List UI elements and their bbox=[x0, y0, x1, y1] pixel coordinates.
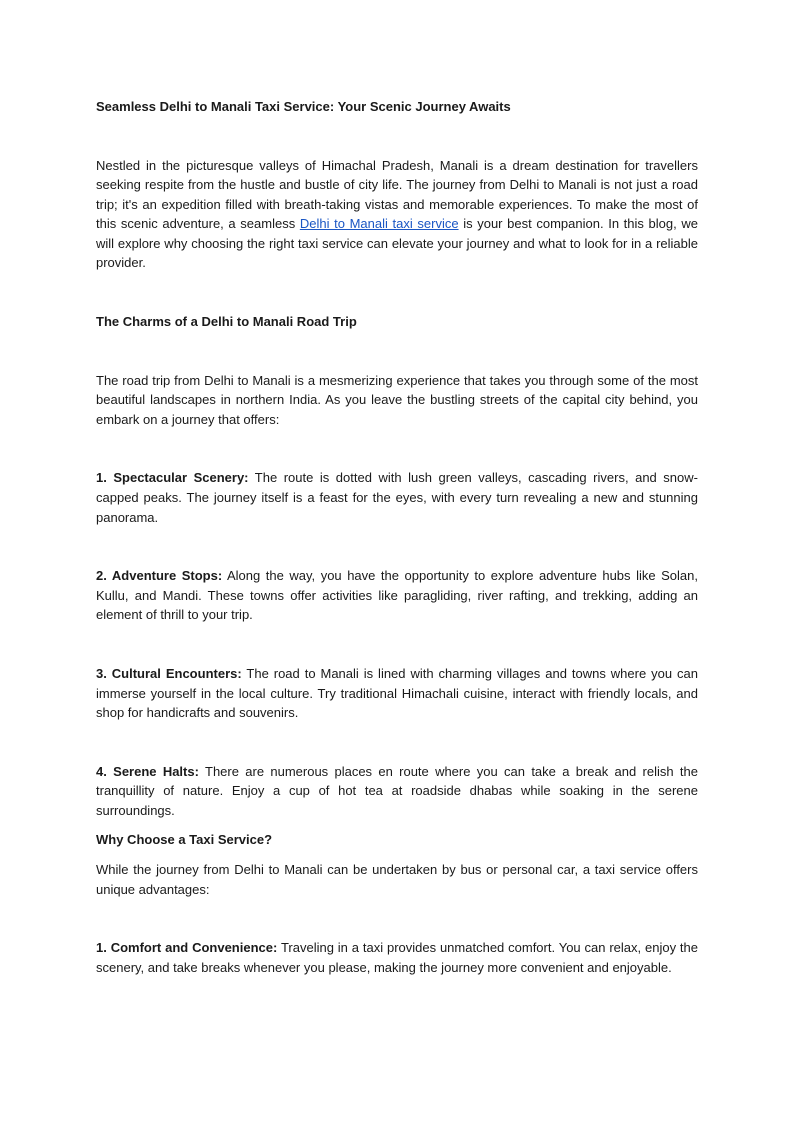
list-item-comfort bbox=[96, 938, 698, 977]
list-item-scenery bbox=[96, 468, 698, 527]
section-charms-intro: The road trip from Delhi to Manali is a mesmerizing experience that takes you through some of the most beautiful landscapes in northern India. As you leave the bustling streets of the capital city behind, you embark on a journey that offers: bbox=[96, 372, 698, 427]
spacer bbox=[96, 429, 698, 468]
list-item-lead: 1. Comfort and Convenience: bbox=[96, 940, 278, 956]
list-item-serene bbox=[96, 762, 698, 821]
section-heading-why-taxi: Why Choose a Taxi Service? bbox=[96, 832, 273, 848]
intro-text-before-link: Nestled in the picturesque valleys of Himachal Pradesh, Manali is a dream destination for travellers seeking respite from the hustle and bustle of city life. The journey from Delhi to Manali is not just a road trip; it's an expedition filled with breath-taking vistas and memorable experiences. To make the most of this scenic adventure, a seamless bbox=[96, 157, 698, 232]
spacer bbox=[96, 899, 698, 938]
spacer bbox=[96, 820, 698, 830]
list-item-cultural bbox=[96, 664, 698, 723]
list-item-text: The route is dotted with lush green valleys, cascading rivers, and snow-capped peaks. The journey itself is a feast for the eyes, with every turn revealing a new and stunning panorama. bbox=[96, 470, 698, 525]
list-item-text: There are numerous places en route where you can take a break and relish the tranquillity of nature. Enjoy a cup of hot tea at roadside dhabas while soaking in the serene surroundings. bbox=[96, 763, 698, 818]
list-item-lead: 3. Cultural Encounters: bbox=[96, 665, 242, 681]
list-item-text: Traveling in a taxi provides unmatched comfort. You can relax, enjoy the scenery, and take breaks whenever you please, making the journey more convenient and enjoyable. bbox=[96, 940, 698, 975]
section-heading-charms: The Charms of a Delhi to Manali Road Trip bbox=[96, 314, 357, 330]
spacer bbox=[96, 527, 698, 566]
spacer bbox=[96, 273, 698, 312]
section-why-taxi-intro: While the journey from Delhi to Manali can be undertaken by bus or personal car, a taxi service offers unique advantages: bbox=[96, 861, 698, 897]
list-item-text: The road to Manali is lined with charming villages and towns where you can immerse yourself in the local culture. Try traditional Himachali cuisine, interact with friendly locals, and shop for handicrafts and souvenirs. bbox=[96, 665, 698, 721]
spacer bbox=[96, 625, 698, 664]
list-item-lead: 1. Spectacular Scenery: bbox=[96, 470, 249, 486]
intro-text-after-link: is your best companion. In this blog, we will explore why choosing the right taxi service can elevate your journey and what to look for in a reliable provider. bbox=[96, 216, 698, 271]
list-item-adventure bbox=[96, 566, 698, 625]
document-title: Seamless Delhi to Manali Taxi Service: Your Scenic Journey Awaits bbox=[96, 99, 511, 114]
list-item-text: Along the way, you have the opportunity to explore adventure hubs like Solan, Kullu, and Mandi. These towns offer activities like paragliding, river rafting, and trekking, adding an element of thrill to your trip. bbox=[96, 568, 698, 623]
delhi-manali-taxi-link[interactable]: Delhi to Manali taxi service bbox=[299, 216, 459, 232]
spacer bbox=[96, 332, 698, 371]
list-item-lead: 2. Adventure Stops: bbox=[96, 568, 223, 584]
spacer bbox=[96, 723, 698, 762]
spacer bbox=[96, 850, 698, 860]
intro-paragraph bbox=[96, 156, 698, 274]
list-item-lead: 4. Serene Halts: bbox=[96, 763, 199, 779]
document-page bbox=[96, 97, 698, 977]
